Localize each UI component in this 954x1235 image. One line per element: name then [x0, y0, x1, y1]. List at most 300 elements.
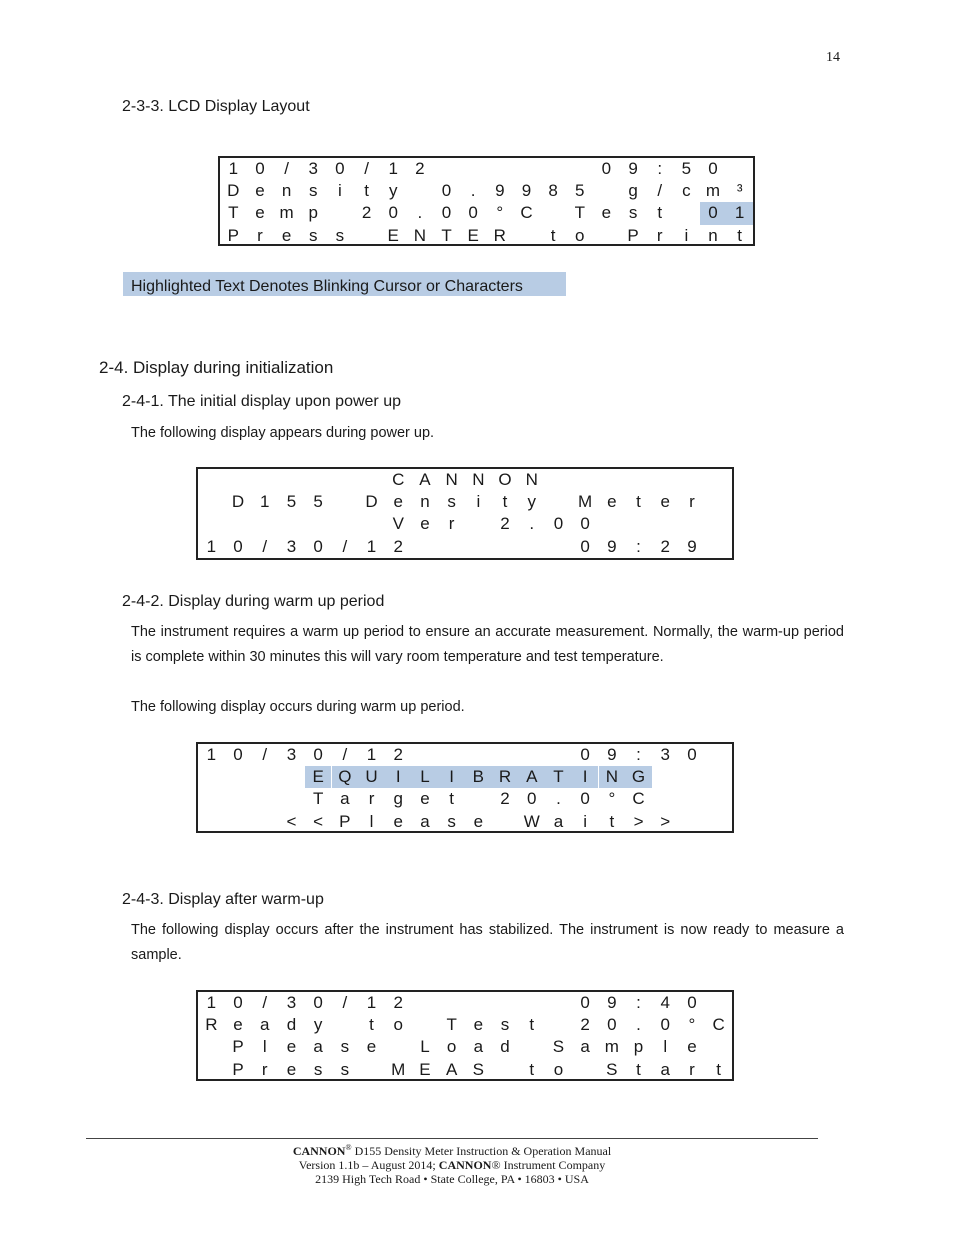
lcd-char	[198, 766, 225, 788]
lcd-char: s	[309, 181, 318, 201]
lcd-char-highlighted: L	[412, 766, 439, 788]
lcd-char	[278, 513, 305, 535]
lcd-char: a	[660, 1059, 670, 1079]
lcd-char: 0	[607, 1015, 617, 1035]
lcd-char	[705, 469, 732, 491]
lcd-char	[198, 1059, 225, 1081]
lcd-char: 0	[553, 514, 564, 534]
lcd-char: a	[553, 811, 564, 831]
lcd-char: e	[420, 514, 430, 534]
lcd-char: e	[420, 789, 430, 809]
lcd-char	[465, 788, 492, 810]
lcd-char: e	[233, 1015, 243, 1035]
lcd-row	[220, 158, 753, 180]
lcd-char: C	[520, 203, 533, 223]
lcd-char: e	[286, 1037, 297, 1057]
lcd-char	[305, 513, 332, 535]
lcd-char: e	[286, 1059, 297, 1079]
lcd-char	[705, 513, 732, 535]
lcd-char: 0	[233, 536, 243, 556]
lcd-char: s	[309, 225, 318, 245]
lcd-char: 1	[366, 745, 377, 764]
lcd-char	[358, 1059, 385, 1081]
lcd-char: L	[420, 1037, 430, 1057]
lcd-char	[487, 158, 514, 180]
lcd-char: t	[657, 203, 663, 223]
lcd-char	[518, 1036, 545, 1058]
paragraph-power-up: The following display appears during power up.	[131, 425, 435, 441]
lcd-char: C	[632, 789, 645, 809]
lcd-char: P	[339, 811, 351, 831]
lcd-char: 0	[388, 203, 398, 223]
lcd-row	[220, 225, 753, 247]
lcd-char	[679, 513, 706, 535]
lcd-char: T	[228, 203, 239, 223]
lcd-char	[492, 811, 519, 833]
footer-address: 2139 High Tech Road • State College, PA • 16803 • USA	[315, 1172, 589, 1186]
lcd-char-highlighted: N	[599, 766, 626, 788]
lcd-char: N	[525, 470, 538, 489]
lcd-char	[705, 992, 732, 1014]
lcd-char: 5	[681, 159, 692, 178]
lcd-char-highlighted: I	[438, 766, 465, 788]
lcd-char: 0	[233, 993, 243, 1012]
lcd-char: d	[500, 1037, 510, 1057]
lcd-char: :	[636, 536, 641, 556]
lcd-char-highlighted: Q	[332, 766, 359, 788]
lcd-char: E	[387, 225, 399, 245]
lcd-char: N	[413, 225, 426, 245]
lcd-char: T	[441, 225, 452, 245]
lcd-char: A	[445, 1059, 458, 1079]
lcd-char: 0	[233, 745, 243, 764]
lcd-char: e	[473, 1015, 484, 1035]
lcd-char	[540, 158, 567, 180]
lcd-char-highlighted: A	[518, 766, 545, 788]
lcd-char: i	[684, 225, 689, 245]
lcd-char	[278, 788, 305, 810]
lcd-row	[198, 788, 732, 810]
lcd-char: 9	[607, 993, 617, 1012]
lcd-char: s	[313, 1059, 323, 1079]
lcd-char: c	[682, 181, 691, 201]
lcd-char: 1	[388, 159, 398, 178]
lcd-char: 3	[286, 536, 297, 556]
lcd-row	[198, 1036, 732, 1058]
footer-manual-title: D155 Density Meter Instruction & Operation Manual	[351, 1144, 612, 1158]
section-heading-2-4-2: 2-4-2. Display during warm up period	[122, 593, 385, 610]
lcd-row	[198, 766, 732, 788]
lcd-char	[438, 992, 465, 1014]
lcd-char: 0	[313, 745, 323, 764]
section-heading-2-4-3: 2-4-3. Display after warm-up	[122, 891, 324, 908]
lcd-char: P	[227, 225, 239, 245]
lcd-char: i	[476, 492, 481, 512]
footer-company: ® Instrument Company	[491, 1158, 606, 1172]
lcd-char: 0	[527, 789, 537, 809]
lcd-char: ³	[736, 181, 743, 201]
lcd-char: 5	[313, 492, 323, 512]
lcd-char: t	[636, 1059, 641, 1079]
lcd-char	[705, 536, 732, 558]
lcd-char: 0	[660, 1015, 670, 1035]
lcd-char	[652, 766, 679, 788]
lcd-char	[305, 469, 332, 491]
footer-line-1	[86, 1143, 818, 1159]
lcd-char	[545, 536, 572, 558]
lcd-char	[652, 788, 679, 810]
lcd-row	[220, 180, 753, 202]
lcd-char: e	[601, 203, 612, 223]
lcd-char: 2	[660, 536, 670, 556]
lcd-char: S	[606, 1059, 618, 1079]
lcd-char: N	[472, 470, 485, 489]
lcd-char	[599, 469, 626, 491]
lcd-char	[545, 744, 572, 766]
lcd-char	[358, 469, 385, 491]
lcd-char: e	[393, 492, 403, 512]
lcd-char: 1	[206, 993, 217, 1012]
lcd-char: <	[286, 811, 297, 831]
lcd-char: M	[578, 492, 593, 512]
lcd-char: m	[279, 203, 294, 223]
lcd-row	[198, 1059, 732, 1081]
lcd-char: 0	[313, 993, 323, 1012]
lcd-display-layout	[218, 156, 755, 246]
lcd-char	[198, 1036, 225, 1058]
lcd-char: t	[716, 1059, 721, 1079]
lcd-char	[492, 992, 519, 1014]
lcd-char: 0	[687, 745, 697, 764]
lcd-char	[225, 469, 252, 491]
lcd-char: e	[393, 811, 403, 831]
lcd-char: /	[342, 745, 348, 764]
lcd-char: .	[529, 514, 535, 534]
lcd-char	[327, 202, 354, 224]
lcd-char: i	[338, 181, 342, 201]
lcd-char: D	[231, 492, 245, 512]
lcd-char: a	[313, 1037, 323, 1057]
lcd-char: o	[575, 225, 585, 245]
lcd-char: o	[393, 1015, 403, 1035]
lcd-char: i	[583, 811, 588, 831]
lcd-char	[385, 1036, 412, 1058]
lcd-char: m	[604, 1037, 619, 1057]
lcd-row	[198, 469, 732, 491]
lcd-char	[705, 766, 732, 788]
lcd-char	[251, 766, 278, 788]
lcd-char: 0	[468, 203, 478, 223]
lcd-char	[251, 513, 278, 535]
lcd-char	[492, 1059, 519, 1081]
lcd-char: .	[417, 203, 423, 223]
lcd-char: R	[493, 225, 506, 245]
lcd-char: y	[527, 492, 536, 512]
lcd-char: T	[312, 789, 324, 809]
lcd-char	[625, 513, 652, 535]
lcd-char: 9	[607, 745, 617, 764]
lcd-char	[518, 536, 545, 558]
lcd-char: E	[419, 1059, 431, 1079]
lcd-char	[513, 158, 540, 180]
lcd-char: V	[392, 514, 404, 534]
lcd-after-warm-up-display	[196, 990, 734, 1081]
lcd-row	[198, 1014, 732, 1036]
lcd-char: 4	[660, 993, 670, 1012]
lcd-char: t	[636, 492, 641, 512]
section-heading-2-4-1: 2-4-1. The initial display upon power up	[122, 393, 401, 410]
lcd-char	[198, 513, 225, 535]
lcd-char: /	[364, 159, 369, 178]
lcd-char	[513, 225, 540, 247]
lcd-char: e	[255, 203, 265, 223]
lcd-char: 1	[228, 159, 239, 178]
lcd-char: s	[340, 1037, 350, 1057]
lcd-char: a	[580, 1037, 590, 1057]
lcd-warm-up-display	[196, 742, 734, 833]
lcd-char: y	[313, 1015, 323, 1035]
lcd-char: >	[660, 811, 671, 831]
lcd-char: 2	[500, 789, 510, 809]
lcd-char: :	[657, 159, 663, 178]
lcd-char: s	[447, 492, 456, 512]
lcd-char	[438, 744, 465, 766]
lcd-char: M	[391, 1059, 406, 1079]
lcd-char: 2	[580, 1015, 590, 1035]
lcd-char: 0	[580, 993, 590, 1012]
lcd-char: /	[657, 181, 663, 201]
lcd-char: 3	[286, 745, 297, 764]
lcd-char: s	[628, 203, 638, 223]
lcd-char	[705, 788, 732, 810]
lcd-char	[412, 744, 439, 766]
lcd-char: o	[446, 1037, 457, 1057]
lcd-char: P	[627, 225, 639, 245]
lcd-row	[198, 992, 732, 1014]
lcd-row	[198, 513, 732, 535]
lcd-char: 1	[366, 993, 377, 1012]
lcd-char: r	[368, 789, 375, 809]
lcd-char	[251, 469, 278, 491]
lcd-char: C	[392, 470, 405, 489]
lcd-char: /	[262, 745, 268, 764]
lcd-char: n	[420, 492, 430, 512]
lcd-char: 0	[580, 514, 590, 534]
lcd-char	[225, 513, 252, 535]
lcd-row	[220, 202, 753, 224]
lcd-char: 1	[206, 536, 217, 556]
lcd-char	[726, 158, 753, 180]
lcd-char: >	[633, 811, 644, 831]
lcd-char: °	[496, 203, 504, 223]
lcd-char: p	[633, 1037, 644, 1057]
lcd-char	[412, 992, 439, 1014]
lcd-char: P	[232, 1037, 244, 1057]
lcd-char: /	[342, 536, 348, 556]
lcd-char	[652, 513, 679, 535]
lcd-char: T	[446, 1015, 457, 1035]
lcd-char	[433, 158, 460, 180]
lcd-char: 2	[393, 745, 403, 764]
lcd-char	[198, 491, 225, 513]
lcd-char	[679, 469, 706, 491]
lcd-char: m	[705, 181, 721, 201]
lcd-char: e	[366, 1037, 377, 1057]
lcd-char: 9	[687, 536, 697, 556]
lcd-char: C	[712, 1015, 725, 1035]
lcd-char-highlighted: U	[358, 766, 385, 788]
lcd-char	[679, 766, 706, 788]
lcd-char: a	[420, 811, 430, 831]
section-heading-2-4: 2-4. Display during initialization	[99, 358, 334, 377]
lcd-char: 0	[335, 159, 345, 178]
lcd-char	[412, 536, 439, 558]
lcd-char: W	[523, 811, 540, 831]
lcd-char	[251, 811, 278, 833]
lcd-char: 0	[580, 789, 590, 809]
lcd-char: .	[470, 181, 476, 201]
lcd-char: 3	[286, 993, 297, 1012]
lcd-char: r	[448, 514, 455, 534]
lcd-char: r	[261, 1059, 268, 1079]
lcd-char: t	[737, 225, 743, 245]
lcd-char	[679, 811, 706, 833]
lcd-char	[593, 225, 620, 247]
lcd-char: 9	[521, 181, 532, 201]
lcd-char: 3	[660, 745, 670, 764]
lcd-char	[705, 1036, 732, 1058]
lcd-char: O	[498, 470, 512, 489]
lcd-char	[332, 1014, 359, 1036]
lcd-char: T	[574, 203, 585, 223]
lcd-char	[225, 766, 252, 788]
lcd-char: y	[388, 181, 398, 201]
lcd-char: :	[636, 745, 641, 764]
lcd-char: t	[369, 1015, 374, 1035]
lcd-char-highlighted: E	[305, 766, 332, 788]
lcd-char	[332, 513, 359, 535]
lcd-char	[572, 469, 599, 491]
lcd-char: s	[500, 1015, 510, 1035]
lcd-char: o	[553, 1059, 564, 1079]
lcd-char-highlighted: T	[545, 766, 572, 788]
lcd-char	[545, 469, 572, 491]
lcd-char: r	[689, 492, 695, 512]
lcd-char: /	[262, 993, 268, 1012]
lcd-char	[652, 469, 679, 491]
lcd-char	[593, 180, 620, 202]
lcd-char	[625, 469, 652, 491]
lcd-char	[460, 158, 487, 180]
lcd-char: e	[660, 492, 670, 512]
lcd-row	[198, 536, 732, 558]
lcd-char: 1	[206, 745, 217, 764]
lcd-char: 0	[601, 159, 612, 178]
lcd-char: 0	[708, 159, 718, 178]
lcd-char-highlighted: G	[625, 766, 652, 788]
lcd-char: r	[257, 225, 263, 245]
lcd-char: g	[628, 181, 638, 201]
lcd-char	[225, 811, 252, 833]
paragraph-after-warm-up: The following display occurs after the instrument has stabilized. The instrument is now ready to measure a sample.	[131, 922, 844, 963]
lcd-char: s	[340, 1059, 350, 1079]
lcd-char	[566, 158, 593, 180]
lcd-char: e	[281, 225, 292, 245]
page-number: 14	[826, 50, 840, 65]
lcd-char: 2	[500, 514, 510, 534]
lcd-char	[673, 202, 700, 224]
lcd-char	[198, 788, 225, 810]
lcd-char: 2	[393, 993, 403, 1012]
lcd-char	[572, 1059, 599, 1081]
lcd-char: e	[607, 492, 617, 512]
lcd-char: r	[656, 225, 663, 245]
lcd-char-highlighted: 1	[726, 202, 753, 224]
lcd-char: N	[445, 470, 458, 489]
lcd-char	[540, 202, 567, 224]
lcd-char: a	[340, 789, 350, 809]
lcd-char	[198, 811, 225, 833]
footer-brand: CANNON	[292, 1144, 346, 1158]
lcd-char	[545, 1014, 572, 1036]
lcd-char	[198, 469, 225, 491]
lcd-char: l	[663, 1037, 668, 1057]
lcd-char: 5	[575, 181, 585, 201]
lcd-char: R	[205, 1015, 218, 1035]
lcd-char	[353, 225, 380, 247]
lcd-char: °	[608, 789, 616, 809]
lcd-char	[545, 992, 572, 1014]
lcd-char: 5	[286, 492, 297, 512]
lcd-char: t	[529, 1059, 535, 1079]
lcd-char-highlighted: I	[572, 766, 599, 788]
footer-brand-2: CANNON	[438, 1158, 492, 1172]
lcd-char	[705, 744, 732, 766]
lcd-char: 1	[366, 536, 377, 556]
lcd-char: S	[552, 1037, 565, 1057]
footer-line-2	[86, 1158, 818, 1173]
lcd-char	[332, 491, 359, 513]
lcd-char: s	[447, 811, 456, 831]
lcd-char: a	[473, 1037, 484, 1057]
lcd-char: /	[262, 536, 268, 556]
lcd-char: n	[708, 225, 718, 245]
lcd-char	[278, 766, 305, 788]
lcd-char: D	[365, 492, 378, 512]
lcd-char: 2	[361, 203, 372, 223]
lcd-char	[679, 788, 706, 810]
lcd-char: t	[550, 225, 556, 245]
lcd-char	[492, 744, 519, 766]
lcd-row	[198, 491, 732, 513]
lcd-char: /	[284, 159, 289, 178]
lcd-char: 0	[255, 159, 265, 178]
lcd-char: t	[609, 811, 615, 831]
footer-version: Version 1.1b – August 2014;	[298, 1158, 439, 1172]
lcd-char	[251, 788, 278, 810]
paragraph-warm-up-display: The following display occurs during warm up period.	[131, 699, 465, 715]
lcd-char: 9	[607, 536, 617, 556]
lcd-char: D	[227, 181, 240, 201]
lcd-char	[705, 811, 732, 833]
lcd-char	[518, 744, 545, 766]
lcd-char: g	[393, 789, 403, 809]
lcd-char: 0	[441, 203, 452, 223]
lcd-char: 8	[548, 181, 558, 201]
lcd-char	[407, 180, 434, 202]
lcd-char	[705, 491, 732, 513]
lcd-char: t	[449, 789, 454, 809]
